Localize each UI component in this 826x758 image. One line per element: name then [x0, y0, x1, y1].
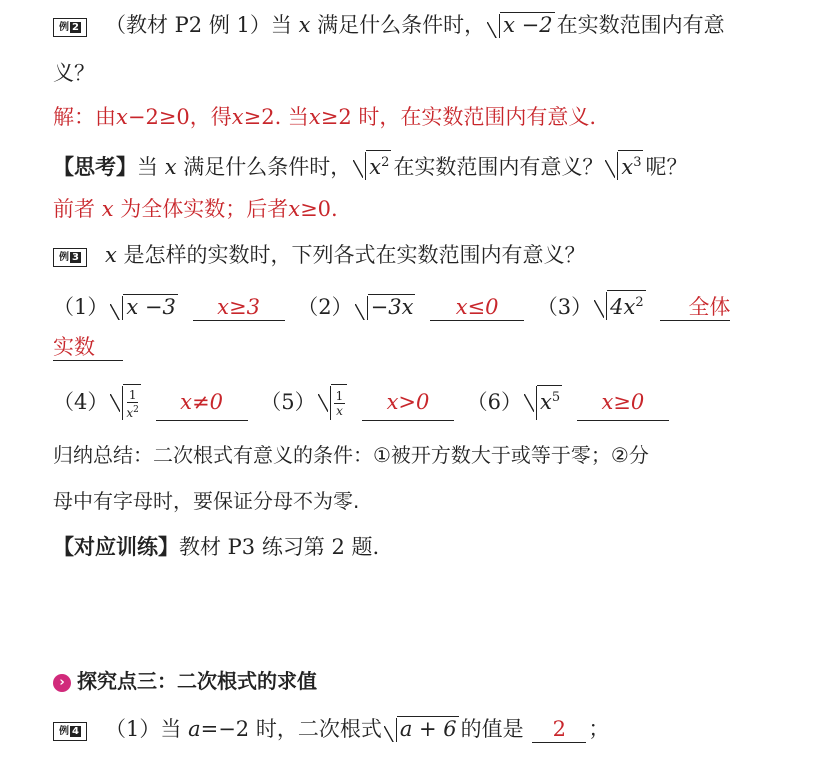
- example-3-row-2: （4） $\frac{1}{x^2}$ x≠0 （5） $\frac{1}{x}$ x>0 （6） $x^5$ x≥0: [53, 384, 675, 421]
- think-question: 【思考】当 x 满足什么条件时， $x^2$ 在实数范围内有意义？ $x^3$ 呢？: [53, 150, 687, 180]
- radical-expression: $x^2$: [353, 150, 391, 180]
- summary-line-2: 母中有字母时，要保证分母不为零.: [53, 489, 360, 513]
- radical-expression: $x^5$: [524, 384, 562, 420]
- radical-expression: x −2: [487, 12, 554, 38]
- example-3-row-1: （1） x −3 x≥3 （2） −3x x≤0 （3） $4x^2$ 全体: [53, 290, 736, 321]
- radical-expression: $\frac{1}{x^2}$: [110, 384, 141, 420]
- example-2-question-cont: 义？: [53, 61, 95, 85]
- radical-expression: $x^3$: [605, 150, 643, 180]
- answer-blank: x≥3: [193, 294, 285, 321]
- example-3-row-1-cont: [53, 334, 129, 361]
- answer-blank: x≠0: [156, 384, 248, 421]
- radical-expression: $4x^2$: [594, 290, 646, 320]
- example-badge: 例 4: [53, 722, 87, 741]
- summary-line-1: 归纳总结：二次根式有意义的条件：①被开方数大于或等于零；②分: [53, 443, 649, 467]
- answer-blank: x≥0: [577, 384, 669, 421]
- example-2-question: 例 2 （教材 P2 例 1）当 x 满足什么条件时， x −2 在实数范围内有意: [53, 12, 725, 38]
- section-heading: › 探究点三：二次根式的求值: [53, 668, 317, 694]
- example-4-question: 例 4 （1）当 a=−2 时，二次根式 a + 6 的值是 2 ；: [53, 716, 609, 743]
- answer-blank: x>0: [362, 384, 454, 421]
- radical-expression: −3x: [355, 294, 416, 320]
- answer-blank: 2: [532, 716, 586, 743]
- radical-expression: a + 6: [384, 716, 459, 742]
- practice-line: 【对应训练】教材 P3 练习第 2 题.: [53, 534, 380, 559]
- radical-expression: $\frac{1}{x}$: [318, 384, 348, 420]
- example-badge: 例 3: [53, 248, 87, 267]
- chevron-right-icon: ›: [53, 674, 71, 692]
- example-2-answer: 解：由x−2≥0，得x≥2. 当x≥2 时，在实数范围内有意义.: [53, 105, 597, 129]
- example-badge: 例 2: [53, 18, 87, 37]
- answer-blank: x≤0: [430, 294, 524, 321]
- example-3-question: 例 3 x 是怎样的实数时，下列各式在实数范围内有意义？: [53, 242, 586, 268]
- radical-expression: x −3: [110, 294, 177, 320]
- answer-blank: 全体: [660, 294, 730, 321]
- think-answer: 前者 x 为全体实数；后者x≥0.: [53, 197, 338, 221]
- answer-blank: 实数: [53, 334, 123, 361]
